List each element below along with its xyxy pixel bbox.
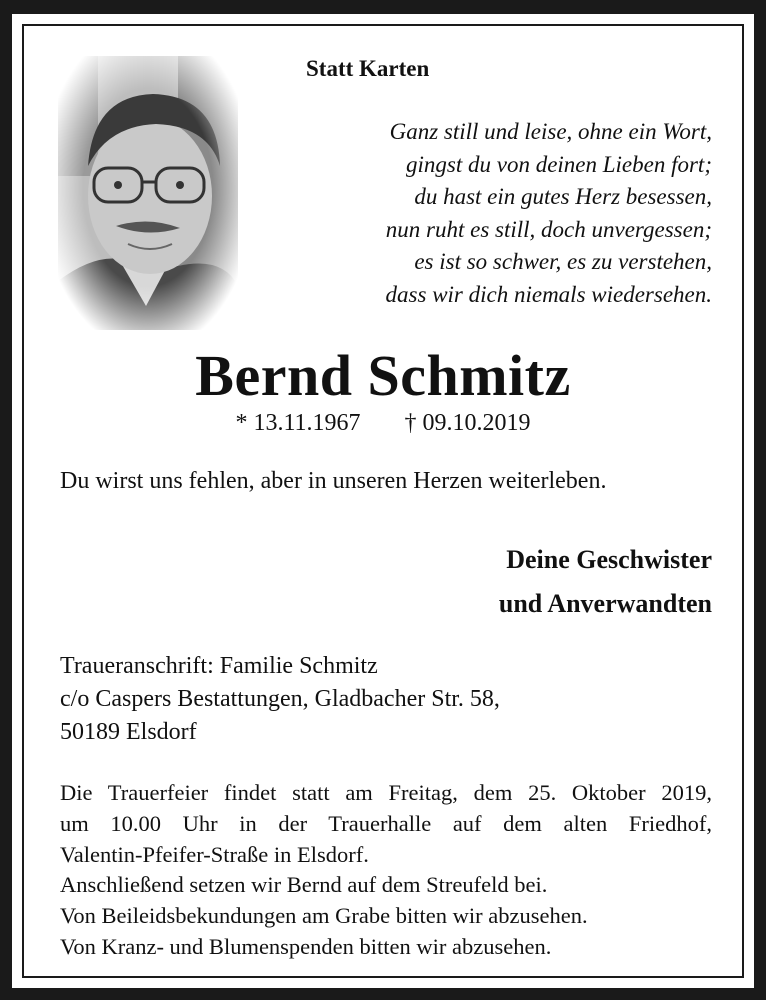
poem [300, 116, 712, 311]
mourning-address [60, 650, 500, 749]
family-signature [300, 538, 712, 626]
info-line: Von Kranz- und Blumenspenden bitten wir abzusehen. [60, 933, 552, 959]
poem-line: gingst du von deinen Lieben fort; [406, 151, 712, 177]
portrait-image [58, 56, 238, 330]
info-line: Von Beileidsbekundungen am Grabe bitten wir abzusehen. [60, 903, 588, 929]
address-line: Traueranschrift: Familie Schmitz [60, 653, 378, 679]
address-line: 50189 Elsdorf [60, 719, 197, 745]
poem-line: Ganz still und leise, ohne ein Wort, [389, 119, 712, 144]
family-line: Deine Geschwister [506, 545, 712, 574]
info-line: Die Trauerfeier findet statt am Freitag, dem 25. Oktober 2019, [60, 780, 712, 805]
info-line: Anschließend setzen wir Bernd auf dem Streufeld bei. [60, 872, 548, 898]
info-line: um 10.00 Uhr in der Trauerhalle auf dem alten Friedhof, [60, 810, 712, 836]
info-line: Valentin-Pfeifer-Straße in Elsdorf. [60, 841, 369, 867]
family-line: und Anverwandten [498, 589, 712, 618]
poem-line: du hast ein gutes Herz besessen, [414, 184, 712, 209]
birth-date: * 13.11.1967 [235, 410, 361, 436]
poem-line: dass wir dich niemals wiedersehen. [385, 281, 712, 307]
life-dates [0, 410, 766, 437]
address-line: c/o Caspers Bestattungen, Gladbacher Str. 58, [60, 686, 500, 712]
deceased-name: Bernd Schmitz [195, 343, 571, 408]
poem-line: es ist so schwer, es zu verstehen, [414, 249, 712, 274]
funeral-info [60, 778, 712, 963]
death-date: † 09.10.2019 [404, 410, 531, 436]
statt-karten-heading: Statt Karten [306, 56, 430, 81]
portrait-photo [58, 56, 238, 330]
farewell-text: Du wirst uns fehlen, aber in unseren Herzen weiterleben. [60, 468, 607, 494]
poem-line: nun ruht es still, doch unvergessen; [385, 216, 712, 242]
